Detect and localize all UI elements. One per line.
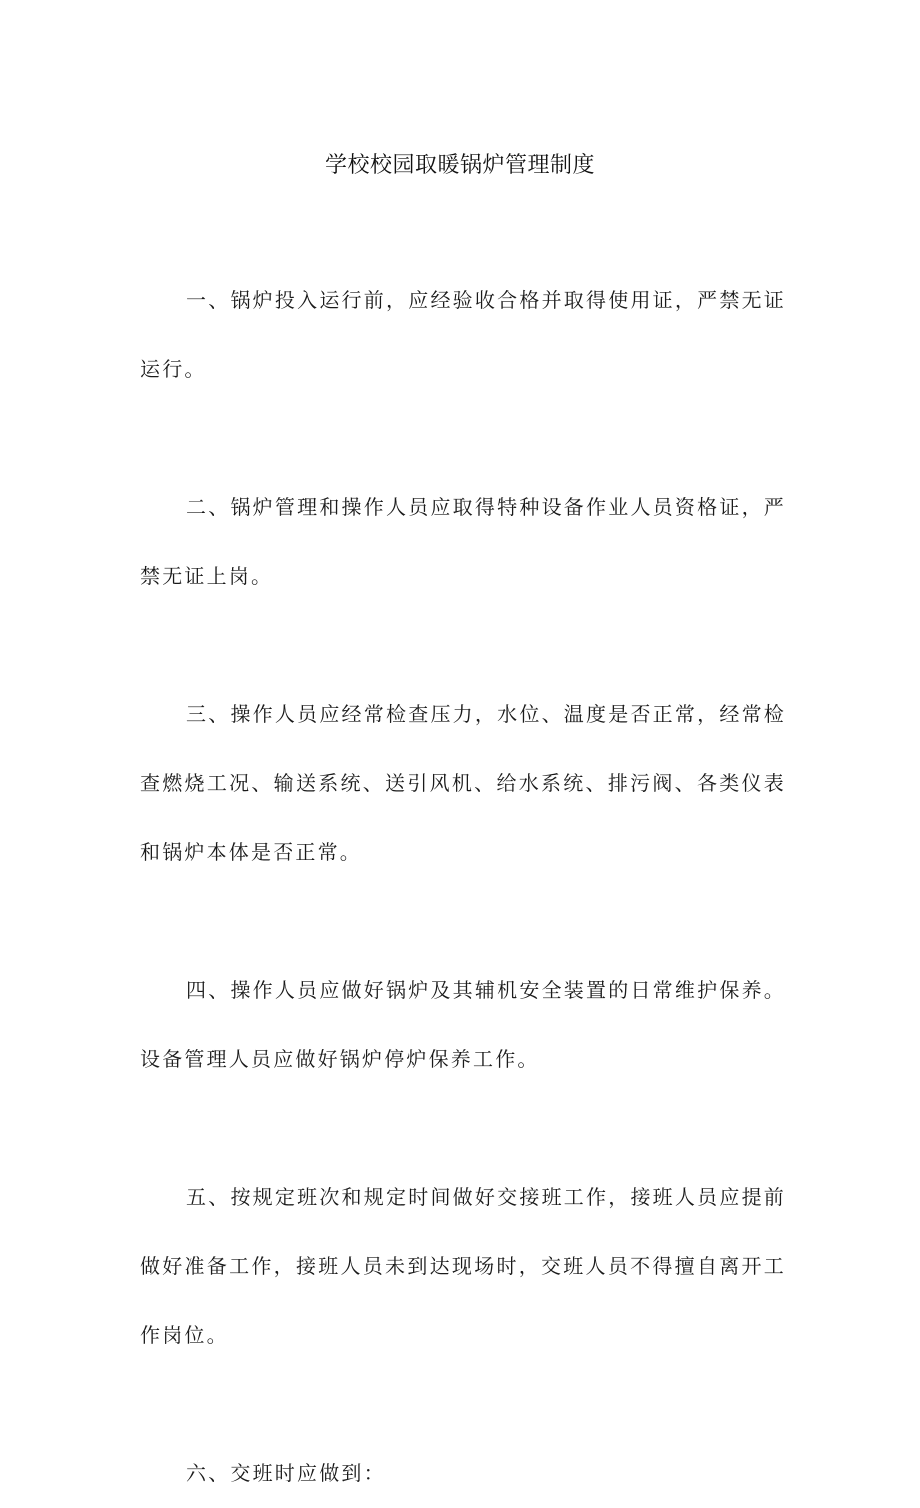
document-body <box>140 266 786 1508</box>
paragraph-3: 三、操作人员应经常检查压力，水位、温度是否正常，经常检查燃烧工况、输送系统、送引风机、给水系统、排污阀、各类仪表和锅炉本体是否正常。 <box>140 702 786 864</box>
paragraph-5: 五、按规定班次和规定时间做好交接班工作，接班人员应提前做好准备工作，接班人员未到达现场时，交班人员不得擅自离开工作岗位。 <box>140 1185 786 1347</box>
paragraph-1: 一、锅炉投入运行前，应经验收合格并取得使用证，严禁无证运行。 <box>140 288 786 381</box>
document-title: 学校校园取暖锅炉管理制度 <box>324 153 595 178</box>
paragraph-2: 二、锅炉管理和操作人员应取得特种设备作业人员资格证，严禁无证上岗。 <box>140 495 786 588</box>
paragraph-4: 四、操作人员应做好锅炉及其辅机安全装置的日常维护保养。设备管理人员应做好锅炉停炉保养工作。 <box>140 978 786 1071</box>
paragraph-6: 六、交班时应做到： <box>186 1461 386 1485</box>
